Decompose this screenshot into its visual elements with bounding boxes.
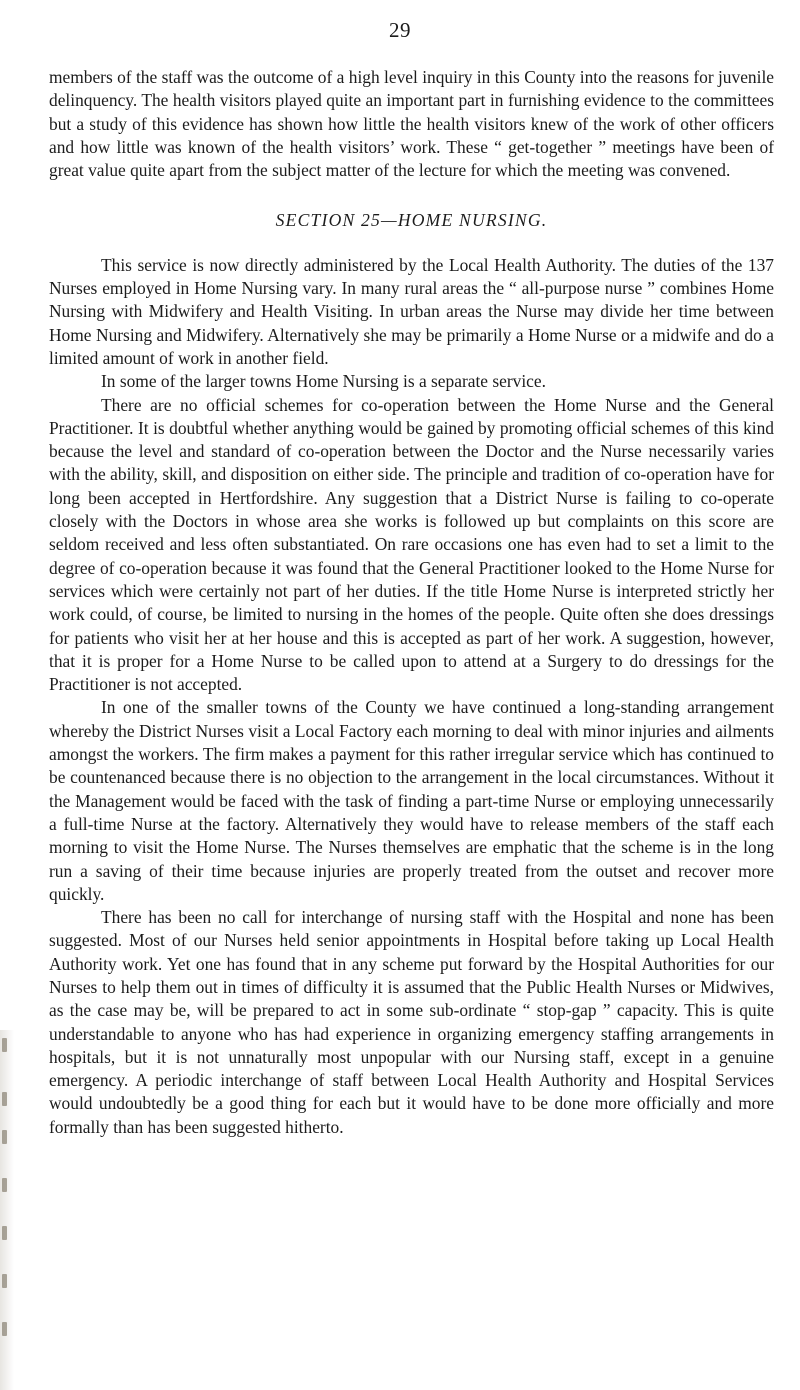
- paragraph-continued: members of the staff was the outcome of a high level inquiry in this County into the reasons for juvenile delinquency. The health visitors played quite an important part in furnishing evidence to the committees but a study of this evidence has shown how little the health visitors knew of the work of other officers and how little was known of the health visitors’ work. These “ get-together ” meetings have been of great value quite apart from the subject matter of the lecture for which the meeting was convened.: [49, 67, 774, 181]
- paragraph: This service is now directly administered by the Local Health Authority. The duties of the 137 Nurses employed in Home Nursing vary. In many rural areas the “ all-purpose nurse ” combines Home Nursing with Midwifery and Health Visiting. In urban areas the Nurse may divide her time between Home Nursing and Midwifery. Alternatively she may be primarily a Home Nurse or a midwife and do a limited amount of work in another field.: [49, 254, 774, 368]
- binding-mark: [2, 1322, 7, 1336]
- binding-mark: [2, 1130, 7, 1144]
- binding-mark: [2, 1092, 7, 1106]
- binding-mark: [2, 1038, 7, 1052]
- binding-mark: [2, 1178, 7, 1192]
- paragraph: In some of the larger towns Home Nursing is a separate service.: [101, 371, 546, 392]
- paragraph: There are no official schemes for co-operation between the Home Nurse and the General Practitioner. It is doubtful whether anything would be gained by promoting official schemes of this kind because the level and standard of co-operation between the Doctor and the Nurse necessarily varies with the ability, skill, and disposition on either side. The principle and tradition of co-operation have for long been accepted in Hertfordshire. Any suggestion that a District Nurse is failing to co-operate closely with the Doctors in whose area she works is followed up but complaints on this score are seldom received and less often substantiated. On rare occasions one has even had to set a limit to the degree of co-operation because it was found that the General Practitioner looked to the Home Nurse for services which were certainly not part of her duties. If the title Home Nurse is interpreted strictly her work could, of course, be limited to nursing in the homes of the people. Quite often she does dressings for patients who visit her at her house and this is accepted as part of her work. A suggestion, however, that it is proper for a Home Nurse to be called upon to attend at a Surgery to do dressings for the Practitioner is not accepted.: [49, 394, 774, 695]
- document-body: [49, 66, 774, 1139]
- binding-mark: [2, 1274, 7, 1288]
- page-number: 29: [389, 18, 411, 42]
- page-edge-shadow: [0, 1030, 14, 1390]
- section-heading: SECTION 25—HOME NURSING.: [275, 210, 548, 231]
- paragraph: In one of the smaller towns of the County we have continued a long-standing arrangement whereby the District Nurses visit a Local Factory each morning to deal with minor injuries and ailments amongst the workers. The firm makes a payment for this rather irregular service which has continued to be countenanced because there is no objection to the arrangement in the local circumstances. Without it the Management would be faced with the task of finding a part-time Nurse or employing unnecessarily a full-time Nurse at the factory. Alternatively they would have to release members of the staff each morning to visit the Home Nurse. The Nurses themselves are emphatic that the scheme is in the long run a saving of their time because injuries are properly treated from the outset and recover more quickly.: [49, 697, 774, 904]
- paragraph: There has been no call for interchange of nursing staff with the Hospital and none has been suggested. Most of our Nurses held senior appointments in Hospital before taking up Local Health Authority work. Yet one has found that in any scheme put forward by the Hospital Authorities for our Nurses to help them out in times of difficulty it is assumed that the Public Health Nurses or Midwives, as the case may be, will be prepared to act in some sub-ordinate “ stop-gap ” capacity. This is quite understandable to anyone who has had experience in organizing emergency staffing arrangements in hospitals, but it is not unnaturally most unpopular with our Nursing staff, except in a genuine emergency. A periodic interchange of staff between Local Health Authority and Hospital Services would undoubtedly be a good thing for each but it would have to be done more officially and more formally than has been suggested hitherto.: [49, 907, 774, 1137]
- binding-mark: [2, 1226, 7, 1240]
